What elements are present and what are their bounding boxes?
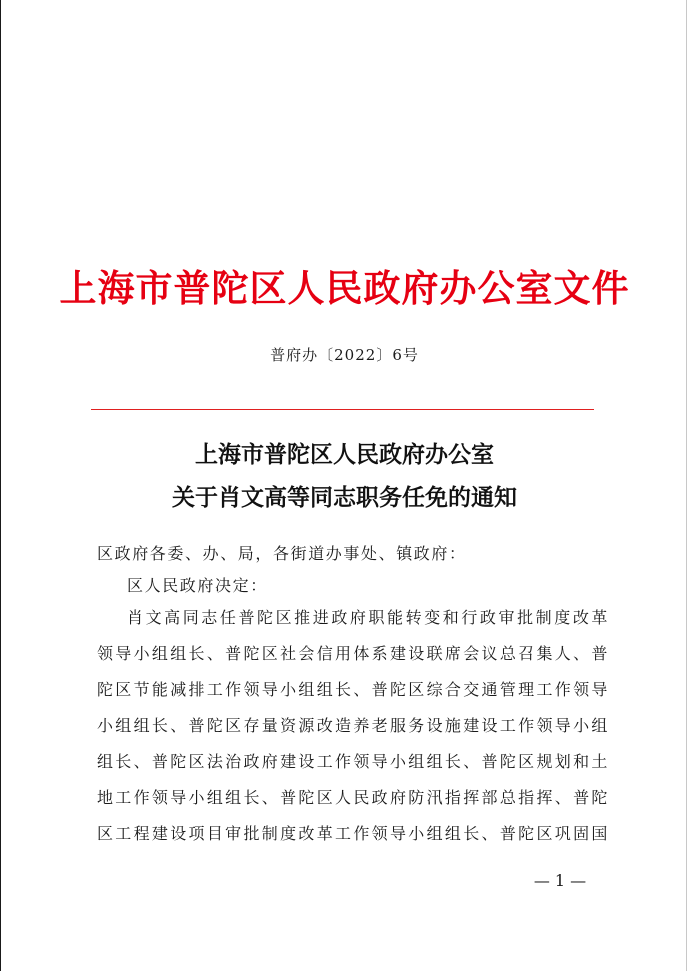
notice-title-line-2: 关于肖文高等同志职务任免的通知 bbox=[172, 484, 517, 511]
document-number: 普府办〔2022〕6号 bbox=[270, 346, 419, 364]
page-number: — 1 — bbox=[533, 871, 587, 890]
body-line-4: 小组组长、普陀区存量资源改造养老服务设施建设工作领导小组 bbox=[97, 716, 609, 735]
salutation: 区政府各委、办、局，各街道办事处、镇政府： bbox=[97, 544, 467, 563]
decision-intro: 区人民政府决定： bbox=[127, 576, 268, 595]
red-divider bbox=[91, 409, 594, 410]
body-line-7: 区工程建设项目审批制度改革工作领导小组组长、普陀区巩固国 bbox=[97, 824, 609, 843]
body-line-2: 领导小组组长、普陀区社会信用体系建设联席会议总召集人、普 bbox=[97, 644, 609, 663]
document-masthead: 上海市普陀区人民政府办公室文件 bbox=[59, 266, 630, 310]
notice-title-line-1: 上海市普陀区人民政府办公室 bbox=[195, 441, 494, 468]
body-line-3: 陀区节能减排工作领导小组组长、普陀区综合交通管理工作领导 bbox=[97, 680, 609, 699]
body-line-6: 地工作领导小组组长、普陀区人民政府防汛指挥部总指挥、普陀 bbox=[97, 788, 609, 807]
body-line-1: 肖文高同志任普陀区推进政府职能转变和行政审批制度改革 bbox=[127, 608, 609, 627]
body-line-5: 组长、普陀区法治政府建设工作领导小组组长、普陀区规划和土 bbox=[97, 752, 609, 771]
